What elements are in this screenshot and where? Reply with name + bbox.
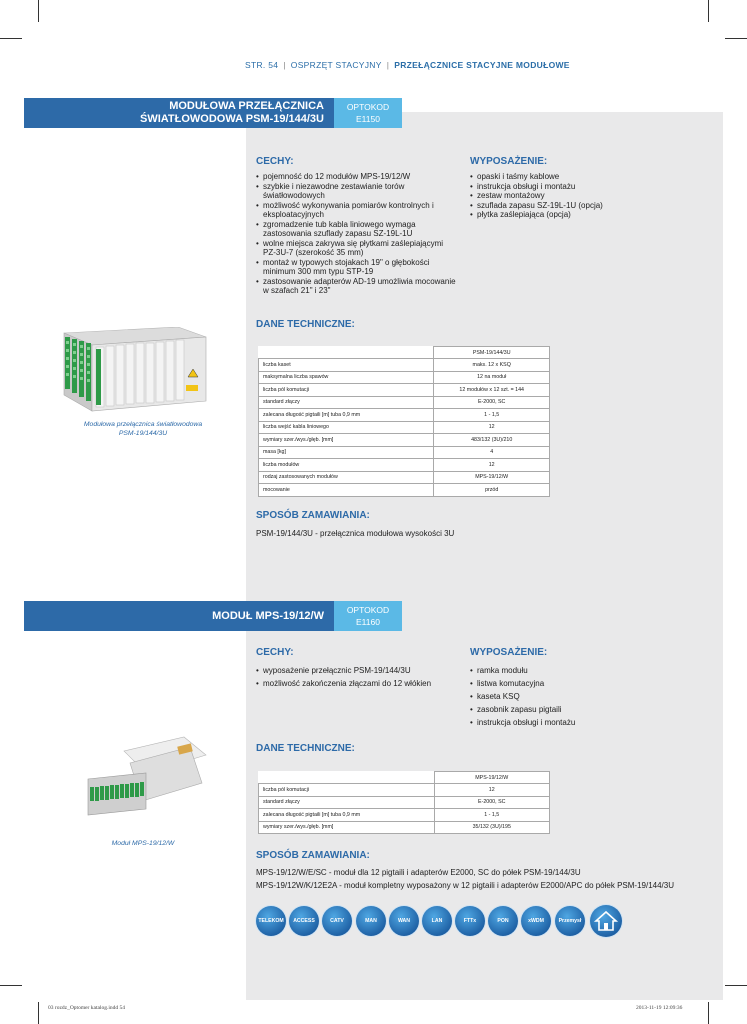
product2-code: E1160 [356, 617, 380, 627]
param-value: maks. 12 x KSQ [434, 359, 550, 372]
param-value: 35/132 (3U)/195 [434, 821, 550, 834]
param-name: rodzaj zastosowanych modułów [259, 471, 434, 484]
badge-9: Przemysł [555, 906, 585, 936]
order-line: MPS-19/12W/K/12E2A - moduł kompletny wyposażony w 12 pigtaili i adapterów E2000/APC do półek PSM-19/144/3U [256, 880, 674, 890]
param-name: liczba kaset [259, 359, 434, 372]
table-row [259, 384, 550, 397]
table-row [259, 459, 550, 472]
product1-order-heading: SPOSÓB ZAMAWIANIA: [256, 510, 370, 521]
table-row [259, 796, 550, 809]
home-icon [590, 905, 622, 937]
table-row [259, 371, 550, 384]
list-item: • możliwość wykonywania pomiarów kontrolnych i eksploatacyjnych [256, 201, 456, 220]
tech-column-header: PSM-19/144/3U [434, 347, 550, 359]
param-name: wymiary szer./wys./głęb. [mm] [259, 434, 434, 447]
crop-mark [38, 0, 39, 22]
page-number: STR. 54 [245, 60, 279, 70]
badge-1: ACCESS [289, 906, 319, 936]
list-item: • wyposażenie przełącznic PSM-19/144/3U [256, 664, 456, 677]
product1-title-bar [24, 98, 338, 128]
crop-mark [708, 1002, 709, 1024]
section-name: OSPRZĘT STACYJNY [290, 60, 382, 70]
list-item: • kaseta KSQ [470, 690, 670, 703]
product1-image [58, 327, 208, 413]
product1-equipment-heading: WYPOSAŻENIE: [470, 156, 548, 167]
param-name: liczba wejść kabla liniowego [259, 421, 434, 434]
product1-caption-line1: Modułowa przełącznica światłowodowa [83, 421, 203, 428]
footer-file: 03 rozdz_Optomer katalog.indd 54 [48, 1005, 125, 1011]
list-item: • szuflada zapasu SZ-19L-1U (opcja) [470, 201, 670, 211]
table-row [259, 396, 550, 409]
list-item: • pojemność do 12 modułów MPS-19/12/W [256, 172, 456, 182]
param-name: maksymalna liczba spawów [259, 371, 434, 384]
crop-mark [725, 985, 747, 986]
param-value: 1 - 1,5 [434, 409, 550, 422]
param-value: 12 na moduł [434, 371, 550, 384]
param-value: 12 [434, 784, 550, 797]
list-item: • opaski i taśmy kablowe [470, 172, 670, 182]
table-row [259, 434, 550, 447]
list-item: • zastosowanie adapterów AD-19 umożliwia mocowanie w szafach 21" i 23" [256, 277, 456, 296]
table-row [259, 471, 550, 484]
param-name: zalecana długość pigtaili [m] tuba 0,9 mm [259, 409, 434, 422]
badge-2: CATV [322, 906, 352, 936]
order-line: MPS-19/12/W/E/SC - moduł dla 12 pigtaili i adapterów E2000, SC do półek PSM-19/144/3U [256, 868, 581, 877]
product1-code: E1150 [356, 114, 380, 124]
param-name: standard złączy [259, 396, 434, 409]
category-name: PRZEŁĄCZNICE STACYJNE MODUŁOWE [394, 60, 570, 70]
product2-features-heading: CECHY: [256, 647, 294, 658]
list-item: • zgromadzenie tub kabla liniowego wymaga zastosowania szuflady zapasu SZ-19L-1U [256, 220, 456, 239]
param-value: 1 - 1,5 [434, 809, 550, 822]
table-row [259, 446, 550, 459]
list-item: • zasobnik zapasu pigtaili [470, 703, 670, 716]
tech-column-header: MPS-19/12/W [434, 772, 550, 784]
badge-7: PON [488, 906, 518, 936]
param-name: liczba modułów [259, 459, 434, 472]
table-row [259, 359, 550, 372]
crop-mark [708, 0, 709, 22]
param-value: przód [434, 484, 550, 497]
list-item: • listwa komutacyjna [470, 677, 670, 690]
param-value: 483/132 (3U)/210 [434, 434, 550, 447]
list-item: • możliwość zakończenia złączami do 12 włókien [256, 677, 456, 690]
param-name: wymiary szer./wys./głęb. [mm] [259, 821, 435, 834]
param-value: 12 [434, 421, 550, 434]
list-item: • instrukcja obsługi i montażu [470, 716, 670, 729]
badge-5: LAN [422, 906, 452, 936]
product2-tech-heading: DANE TECHNICZNE: [256, 743, 355, 754]
crop-mark [725, 38, 747, 39]
product1-tech-table [258, 346, 550, 497]
badge-3: MAN [356, 906, 386, 936]
badge-0: TELEKOM [256, 906, 286, 936]
product1-title-line1: MODUŁOWA PRZEŁĄCZNICA [169, 100, 324, 112]
product2-title-bar [24, 601, 338, 631]
page-header: STR. 54 | OSPRZĘT STACYJNY | PRZEŁĄCZNICE STACYJNE MODUŁOWE [245, 60, 570, 70]
param-name: liczba pól komutacji [259, 384, 434, 397]
product2-code-label: OPTOKOD [346, 605, 390, 615]
param-value: E-2000, SC [434, 796, 550, 809]
table-row [259, 809, 550, 822]
product1-tech-heading: DANE TECHNICZNE: [256, 319, 355, 330]
param-name: liczba pól komutacji [259, 784, 435, 797]
product1-code-tab [334, 98, 402, 128]
product2-title: MODUŁ MPS-19/12/W [212, 610, 324, 622]
list-item: • zestaw montażowy [470, 191, 670, 201]
product2-equipment-heading: WYPOSAŻENIE: [470, 647, 548, 658]
product2-order-heading: SPOSÓB ZAMAWIANIA: [256, 850, 370, 861]
product1-features-list [256, 172, 456, 296]
product1-features-heading: CECHY: [256, 156, 294, 167]
crop-mark [38, 1002, 39, 1024]
order-line: PSM-19/144/3U - przełącznica modułowa wysokości 3U [256, 529, 455, 538]
product2-features-list [256, 664, 456, 690]
param-name: mocowanie [259, 484, 434, 497]
param-value: 4 [434, 446, 550, 459]
table-row [259, 821, 550, 834]
crop-mark [0, 38, 22, 39]
param-name: masa [kg] [259, 446, 434, 459]
table-row [259, 421, 550, 434]
badge-4: WAN [389, 906, 419, 936]
param-value: E-2000, SC [434, 396, 550, 409]
list-item: • montaż w typowych stojakach 19" o głębokości minimum 300 mm typu STP-19 [256, 258, 456, 277]
list-item: • płytka zaślepiająca (opcja) [470, 210, 670, 220]
badge-6: FTTx [455, 906, 485, 936]
table-row [259, 409, 550, 422]
product2-code-tab [334, 601, 402, 631]
list-item: • wolne miejsca zakrywa się płytkami zaślepiającymi PZ-3U-7 (szerokość 35 mm) [256, 239, 456, 258]
badge-8: xWDM [521, 906, 551, 936]
param-value: 12 [434, 459, 550, 472]
footer-date: 2013-11-19 12:09:36 [636, 1005, 683, 1011]
product2-caption: Moduł MPS-19/12/W [111, 840, 175, 847]
product1-order-text [256, 528, 454, 541]
product2-tech-table [258, 771, 550, 834]
list-item: • szybkie i niezawodne zestawianie torów światłowodowych [256, 182, 456, 201]
product2-image [84, 733, 214, 825]
param-value: MPS-19/12/W [434, 471, 550, 484]
table-row [259, 484, 550, 497]
product2-order-text [256, 867, 674, 892]
product2-equipment-list [470, 664, 670, 729]
product1-equipment-list [470, 172, 670, 220]
param-name: standard złączy [259, 796, 435, 809]
list-item: • ramka modułu [470, 664, 670, 677]
param-name: zalecana długość pigtaili [m] tuba 0,9 mm [259, 809, 435, 822]
param-value: 12 modułów x 12 szt. = 144 [434, 384, 550, 397]
crop-mark [0, 985, 22, 986]
list-item: • instrukcja obsługi i montażu [470, 182, 670, 192]
table-row [259, 784, 550, 797]
product1-caption [58, 420, 228, 438]
product1-code-label: OPTOKOD [346, 102, 390, 112]
product1-title-line2: ŚWIATŁOWODOWA PSM-19/144/3U [140, 113, 324, 125]
product1-caption-line2: PSM-19/144/3U [118, 430, 168, 437]
